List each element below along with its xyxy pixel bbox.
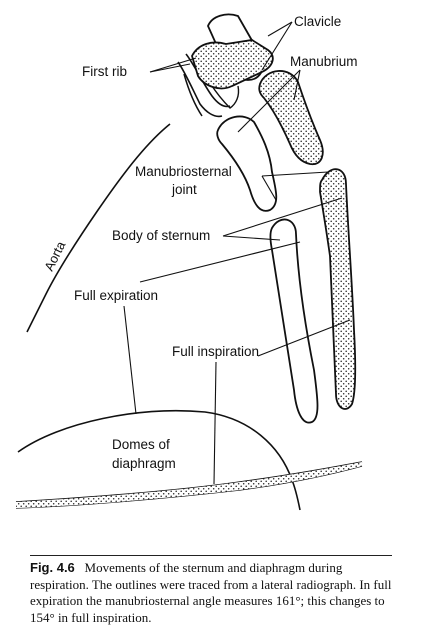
caption-rule — [30, 555, 392, 556]
label-manubrium: Manubrium — [290, 54, 358, 69]
label-domes-of: Domes of — [112, 437, 170, 452]
label-diaphragm: diaphragm — [112, 456, 176, 471]
sternum-body-inspiration — [320, 169, 355, 409]
first-rib-inspiration — [184, 74, 202, 116]
label-first-rib: First rib — [82, 64, 127, 79]
figure-number: Fig. 4.6 — [30, 560, 75, 575]
label-joint: joint — [172, 182, 197, 197]
label-manubriosternal: Manubriosternal — [135, 164, 232, 179]
diaphragm-dome-inspiration — [16, 462, 362, 508]
label-clavicle: Clavicle — [294, 14, 342, 29]
figure-caption — [30, 560, 400, 626]
caption-text: Movements of the sternum and diaphragm during respiration. The outlines were traced from a lateral radiograph. In full expiration the manubriosternal angle measures 161°; this changes to 154° in full inspiration. — [30, 560, 392, 625]
label-full-expiration: Full expiration — [74, 288, 159, 303]
label-aorta: Aorta — [41, 238, 69, 274]
sternum-body-expiration — [271, 219, 318, 422]
manubrium-inspiration — [259, 71, 323, 164]
label-full-inspiration: Full inspiration — [172, 344, 260, 359]
label-body-of-sternum: Body of sternum — [112, 228, 211, 243]
